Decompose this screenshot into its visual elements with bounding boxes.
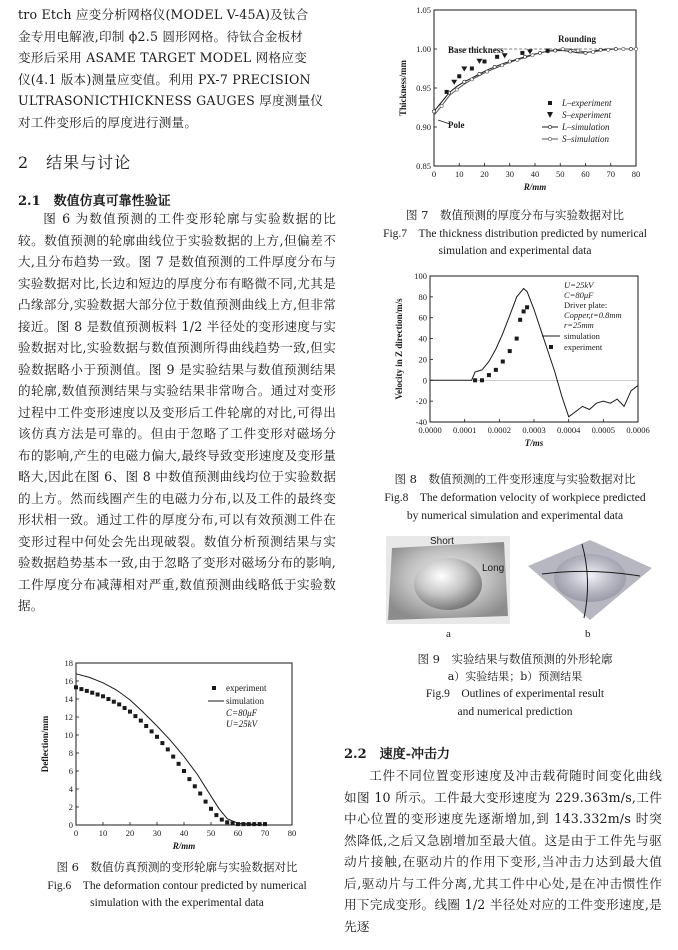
fig6-y-tick-label: 16	[64, 676, 73, 686]
fig8-y-tick-label: 100	[414, 271, 427, 281]
fig6-experiment-point	[90, 691, 94, 695]
figure-9-caption-zh: 图 9 实验结果与数值预测的外形轮廓	[417, 652, 613, 666]
fig6-experiment-point	[166, 747, 170, 751]
fig6-y-tick-label: 12	[64, 712, 73, 722]
fig8-experiment-point	[501, 360, 505, 364]
fig6-experiment-point	[150, 729, 154, 733]
fig6-experiment-point	[101, 694, 105, 698]
intro-line: 仪(4.1 版本)测量应变值。利用 PX-7 PRECISION	[18, 71, 311, 87]
figure-9-caption-en-1: Fig.9 Outlines of experimental result	[425, 688, 605, 700]
fig6-x-tick-label: 60	[233, 828, 243, 838]
fig7-l-simulation-marker	[554, 49, 557, 52]
fig7-legend-entry: L–experiment	[562, 98, 612, 108]
fig6-x-tick-label: 10	[98, 828, 108, 838]
figure-7-chart	[368, 0, 668, 200]
fig6-experiment-point	[133, 714, 137, 718]
fig7-l-experiment-point	[495, 55, 499, 59]
fig7-x-tick-label: 20	[480, 169, 489, 179]
fig7-l-simulation-marker	[584, 51, 587, 54]
fig7-l-simulation-marker	[478, 72, 481, 75]
figure-6-caption-en-2: simulation with the experimental data	[90, 897, 264, 909]
fig8-experiment-point	[487, 373, 491, 377]
fig8-experiment-point	[518, 318, 522, 322]
figure-8-chart	[368, 262, 668, 462]
fig7-l-experiment-point	[546, 49, 550, 53]
fig7-l-simulation-marker	[599, 48, 602, 51]
fig7-y-tick-label: 0.90	[416, 122, 431, 132]
fig6-legend-simulation: simulation	[226, 696, 264, 706]
fig7-s-simulation-marker	[591, 51, 594, 54]
fig7-l-experiment-point	[457, 74, 461, 78]
fig8-plot-frame	[430, 276, 638, 422]
fig8-y-tick-label: 20	[418, 354, 427, 365]
fig8-experiment-point	[494, 368, 498, 372]
fig7-legend-entry: L–simulation	[562, 122, 610, 132]
fig8-x-tick-label: 0.0002	[487, 425, 512, 435]
fig8-legend-experiment: experiment	[564, 342, 603, 352]
fig7-label-base-thickness: Base thickness	[448, 45, 504, 55]
figure-7-caption-en-2: simulation and experimental data	[438, 245, 592, 257]
fig7-y-tick-label: 0.85	[416, 161, 431, 171]
fig6-param-capacitance: C=80μF	[226, 708, 258, 718]
fig6-y-tick-label: 14	[64, 694, 73, 704]
fig7-l-simulation-marker	[538, 51, 541, 54]
fig7-x-tick-label: 40	[530, 169, 540, 179]
fig7-l-simulation-marker	[569, 50, 572, 53]
predicted-sheet-image	[520, 536, 656, 624]
subsection-heading-2-1: 2.1 数值仿真可靠性验证	[18, 194, 171, 209]
intro-line: 对工件变形后的厚度进行测量。	[18, 114, 198, 130]
fig7-s-simulation-marker	[485, 70, 488, 73]
fig6-experiment-point	[160, 741, 164, 745]
fig6-x-tick-label: 0	[73, 828, 79, 838]
fig7-s-experiment-point	[461, 67, 467, 72]
fig7-l-simulation-marker	[508, 60, 511, 63]
fig6-x-axis-label: R/mm	[172, 841, 196, 851]
fig8-x-axis-label: T/ms	[524, 438, 544, 448]
fig7-s-simulation-marker	[440, 104, 443, 107]
fig7-label-pole: Pole	[448, 120, 465, 130]
fig7-l-simulation-marker	[432, 110, 435, 113]
subsection-heading-2-2: 2.2 速度-冲击力	[344, 747, 451, 762]
fig6-x-tick-label: 20	[125, 828, 135, 838]
fig8-y-tick-label: 60	[418, 312, 427, 323]
fig7-l-simulation-marker	[629, 47, 632, 50]
fig8-y-tick-label: -40	[415, 417, 427, 427]
fig7-l-simulation-marker	[614, 47, 617, 50]
fig7-y-tick-label: 1.05	[416, 5, 431, 15]
intro-line: tro Etch 应变分析网格仪(MODEL V-45A)及钛合	[18, 7, 309, 22]
fig6-experiment-point	[112, 700, 116, 704]
fig7-x-tick-label: 70	[606, 169, 615, 179]
fig7-s-simulation-marker	[607, 48, 610, 51]
body-text: 图 6 为数值预测的工件变形轮廓与实验数据的比较。数值预测的轮廓曲线位于实验数据的上方,但偏差不大,且分布趋势一致。图 7 是数值预测的工件厚度分布与实验数据对比,长边和短边的厚度分布有略微不同,尤其是凸缘部分,实验数据大部分位于数值预测曲线上方,但非常接近。图 8 是数值预测板料 1/2 半径处的变形速度与实验数据对比,实验数据与数值预测所得曲线趋势一致,但实验数据略小于预测值。图 9 是实验结果与数值预测结果的轮廓,数值预测结果与实验结果非常吻合。通过对变形过程中工件变形速度以及变形后工件轮廓的对比,可得出该仿真方法是可靠的。但由于忽略了工件变形对磁场分布的影响,产生的电磁力偏大,最终导致变形速度及变形量略大,因此在图 6、图 8 中数值预测曲线均位于实验数据的上方。然而线圈产生的电磁力分布,以及工件的最终变形状相一致。通过工件的厚度分布,可以有效预测工件在变形过程中何处会先出现破裂。数值分析预测结果与实验数据趋势基本一致,由于忽略了变形对磁场分布的影响,工件厚度分布减薄相对严重,数值预测曲线略低于实验数据。	[18, 211, 336, 613]
fig7-legend-s-experiment-marker	[547, 112, 553, 118]
fig8-x-tick-label: 0.0004	[556, 425, 581, 435]
body-paragraph-2-2	[344, 765, 662, 937]
figure-9a-label-long: Long	[482, 563, 505, 574]
fig6-experiment-point	[123, 706, 127, 710]
figure-8-caption-en-2: by numerical simulation and experimental data	[406, 510, 624, 522]
fig8-experiment-point	[480, 378, 484, 382]
fig8-y-tick-label: 80	[418, 291, 427, 302]
fig8-param: r=25mm	[564, 320, 594, 330]
fig7-x-tick-label: 50	[556, 169, 565, 179]
fig8-x-tick-label: 0.0003	[522, 425, 546, 435]
fig7-x-axis-label: R/mm	[523, 182, 547, 192]
experimental-sheet-image	[386, 536, 510, 624]
fig7-s-experiment-point	[476, 59, 482, 64]
fig7-l-simulation-marker	[523, 55, 526, 58]
fig7-legend-l-experiment-marker	[548, 101, 552, 105]
figure-9-caption-zh-sub: a）实验结果；b）预测结果	[447, 670, 583, 683]
fig6-experiment-point	[209, 807, 213, 811]
fig8-param: C=80μF	[564, 290, 594, 300]
fig7-x-tick-label: 60	[581, 169, 590, 179]
fig8-x-tick-label: 0.0001	[452, 425, 477, 435]
fig8-legend-simulation: simulation	[564, 331, 600, 341]
fig7-s-simulation-marker	[501, 64, 504, 67]
fig7-legend-s-simulation-marker	[548, 137, 551, 140]
fig6-experiment-point	[128, 710, 132, 714]
fig7-y-tick-label: 0.95	[416, 83, 431, 93]
figure-9a-label-short: Short	[430, 536, 454, 547]
intro-paragraph	[18, 4, 336, 133]
intro-line: 变形后采用 ASAME TARGET MODEL 网格应变	[18, 50, 307, 65]
fig8-experiment-point	[473, 378, 477, 382]
figure-9-caption-en-2: and numerical prediction	[457, 706, 573, 718]
fig8-experiment-point	[525, 305, 529, 309]
figure-7-caption-en-1: Fig.7 The thickness distribution predicted by numerical	[383, 228, 647, 240]
fig8-experiment-point	[515, 337, 519, 341]
fig7-s-simulation-marker	[634, 47, 637, 50]
figure-6-caption-en-1: Fig.6 The deformation contour predicted by numerical	[47, 880, 307, 892]
figure-6-caption-zh: 图 6 数值仿真预测的变形轮廓与实验数据对比	[56, 860, 298, 874]
fig6-legend-experiment-marker	[212, 686, 216, 690]
fig6-x-tick-label: 40	[179, 828, 189, 838]
fig7-y-axis-label: Thickness/mm	[398, 59, 408, 117]
fig7-l-simulation-marker	[493, 65, 496, 68]
figure-7-caption-zh: 图 7 数值预测的厚度分布与实验数据对比	[406, 208, 624, 222]
fig6-x-tick-label: 80	[287, 828, 297, 838]
fig7-l-experiment-point	[445, 90, 449, 94]
fig6-y-tick-label: 0	[68, 820, 73, 830]
fig8-param: Driver plate:	[564, 300, 608, 310]
fig7-s-simulation-marker	[531, 54, 534, 57]
fig6-experiment-point	[263, 822, 267, 826]
fig6-param-voltage: U=25kV	[226, 719, 258, 729]
fig6-experiment-point	[85, 689, 89, 693]
fig7-x-tick-label: 10	[455, 169, 464, 179]
fig6-experiment-point	[220, 818, 224, 822]
intro-line: 金专用电解液,印制 ϕ2.5 圆形网格。待钛合金板材	[18, 28, 304, 44]
fig6-experiment-point	[182, 769, 186, 773]
figure-8-caption-en-1: Fig.8 The deformation velocity of workpiece predicted	[384, 492, 646, 504]
fig7-l-experiment-point	[483, 59, 487, 63]
fig8-experiment-point	[522, 309, 526, 313]
fig6-experiment-point	[96, 693, 100, 697]
fig6-experiment-point	[155, 735, 159, 739]
fig7-s-simulation-marker	[622, 47, 625, 50]
fig6-experiment-point	[193, 784, 197, 788]
fig7-legend-l-simulation-marker	[548, 125, 551, 128]
fig7-s-simulation-marker	[561, 47, 564, 50]
fig6-experiment-point	[204, 800, 208, 804]
fig6-x-tick-label: 50	[206, 828, 216, 838]
fig6-experiment-point	[79, 687, 83, 691]
fig6-experiment-point	[214, 813, 218, 817]
fig7-s-simulation-marker	[516, 58, 519, 61]
section-heading: 2 结果与讨论	[18, 153, 132, 172]
intro-line: ULTRASONICTHICKNESS GAUGES 厚度测量仪	[18, 93, 324, 108]
fig7-x-tick-label: 0	[431, 169, 437, 179]
fig8-y-axis-label: Velocity in Z direction/m/s	[394, 298, 404, 400]
fig6-experiment-point	[139, 719, 143, 723]
fig8-param: Copper,t=0.8mm	[564, 310, 622, 320]
fig6-experiment-point	[144, 724, 148, 728]
figure-9-sub-a: a	[446, 628, 451, 640]
fig6-y-tick-label: 8	[68, 748, 73, 758]
fig8-x-tick-label: 0.0000	[418, 425, 442, 435]
fig7-legend-entry: S–experiment	[562, 110, 611, 120]
fig6-experiment-point	[225, 820, 229, 824]
fig7-label-rounding: Rounding	[558, 34, 597, 44]
fig8-experiment-point	[508, 349, 512, 353]
fig6-experiment-point	[198, 792, 202, 796]
fig6-experiment-point	[106, 697, 110, 701]
body-paragraph-2-1	[18, 208, 336, 617]
fig7-x-tick-label: 30	[505, 169, 514, 179]
body-text-2-2: 工件不同位置变形速度及冲击载荷随时间变化曲线如图 10 所示。工件最大变形速度为 229.363m/s,工件中心位置的变形速度先逐渐增加,到 143.332m/s 时突然降低,之后又急剧增加至最大值。这是由于工件先与驱动片接触,在驱动片的作用下变形,当冲击力达到最大值后,驱动片与工件分离,尤其工件中心处,是在冲击惯性作用下完成变形。线圈 1/2 半径处对应的工件变形速度,是先逐	[344, 768, 662, 934]
fig8-param: U=25kV	[564, 280, 594, 290]
fig6-y-tick-label: 6	[68, 766, 73, 776]
fig7-s-simulation-marker	[455, 88, 458, 91]
fig6-experiment-point	[187, 777, 191, 781]
fig7-s-simulation-marker	[576, 49, 579, 52]
fig7-x-tick-label: 80	[631, 169, 641, 179]
figure-9-sub-b: b	[585, 628, 591, 640]
figure-6-chart	[28, 655, 308, 855]
fig6-y-tick-label: 18	[64, 658, 73, 668]
fig7-s-experiment-point	[451, 80, 457, 85]
fig8-x-tick-label: 0.0005	[591, 425, 616, 435]
fig8-legend-experiment-marker	[549, 345, 553, 349]
fig7-y-tick-label: 1.00	[416, 44, 431, 54]
fig6-y-axis-label: Deflection/mm	[40, 715, 50, 773]
fig7-l-experiment-point	[520, 51, 524, 55]
figure-9a-photo	[386, 536, 510, 624]
fig7-legend-entry: S–simulation	[562, 134, 610, 144]
fig6-y-tick-label: 2	[68, 802, 73, 812]
fig8-y-tick-label: 0	[422, 375, 427, 386]
fig6-y-tick-label: 10	[64, 730, 73, 740]
figure-9b-photo	[520, 536, 656, 624]
fig8-y-tick-label: 40	[418, 333, 427, 344]
figure-8-caption-zh: 图 8 数值预测的工件变形速度与实验数据对比	[394, 472, 636, 486]
fig6-experiment-point	[177, 762, 181, 766]
fig6-legend-experiment: experiment	[226, 683, 267, 693]
fig6-experiment-point	[117, 702, 121, 706]
fig8-y-tick-label: -20	[415, 396, 427, 407]
fig8-x-tick-label: 0.0006	[626, 425, 650, 435]
fig6-y-tick-label: 4	[68, 784, 73, 794]
fig6-experiment-point	[74, 685, 78, 689]
fig6-x-tick-label: 70	[260, 828, 270, 838]
fig6-x-tick-label: 30	[152, 828, 162, 838]
fig7-s-simulation-marker	[470, 78, 473, 81]
fig7-l-simulation-marker	[463, 80, 466, 83]
fig6-experiment-point	[171, 755, 175, 759]
fig7-l-experiment-point	[470, 67, 474, 71]
